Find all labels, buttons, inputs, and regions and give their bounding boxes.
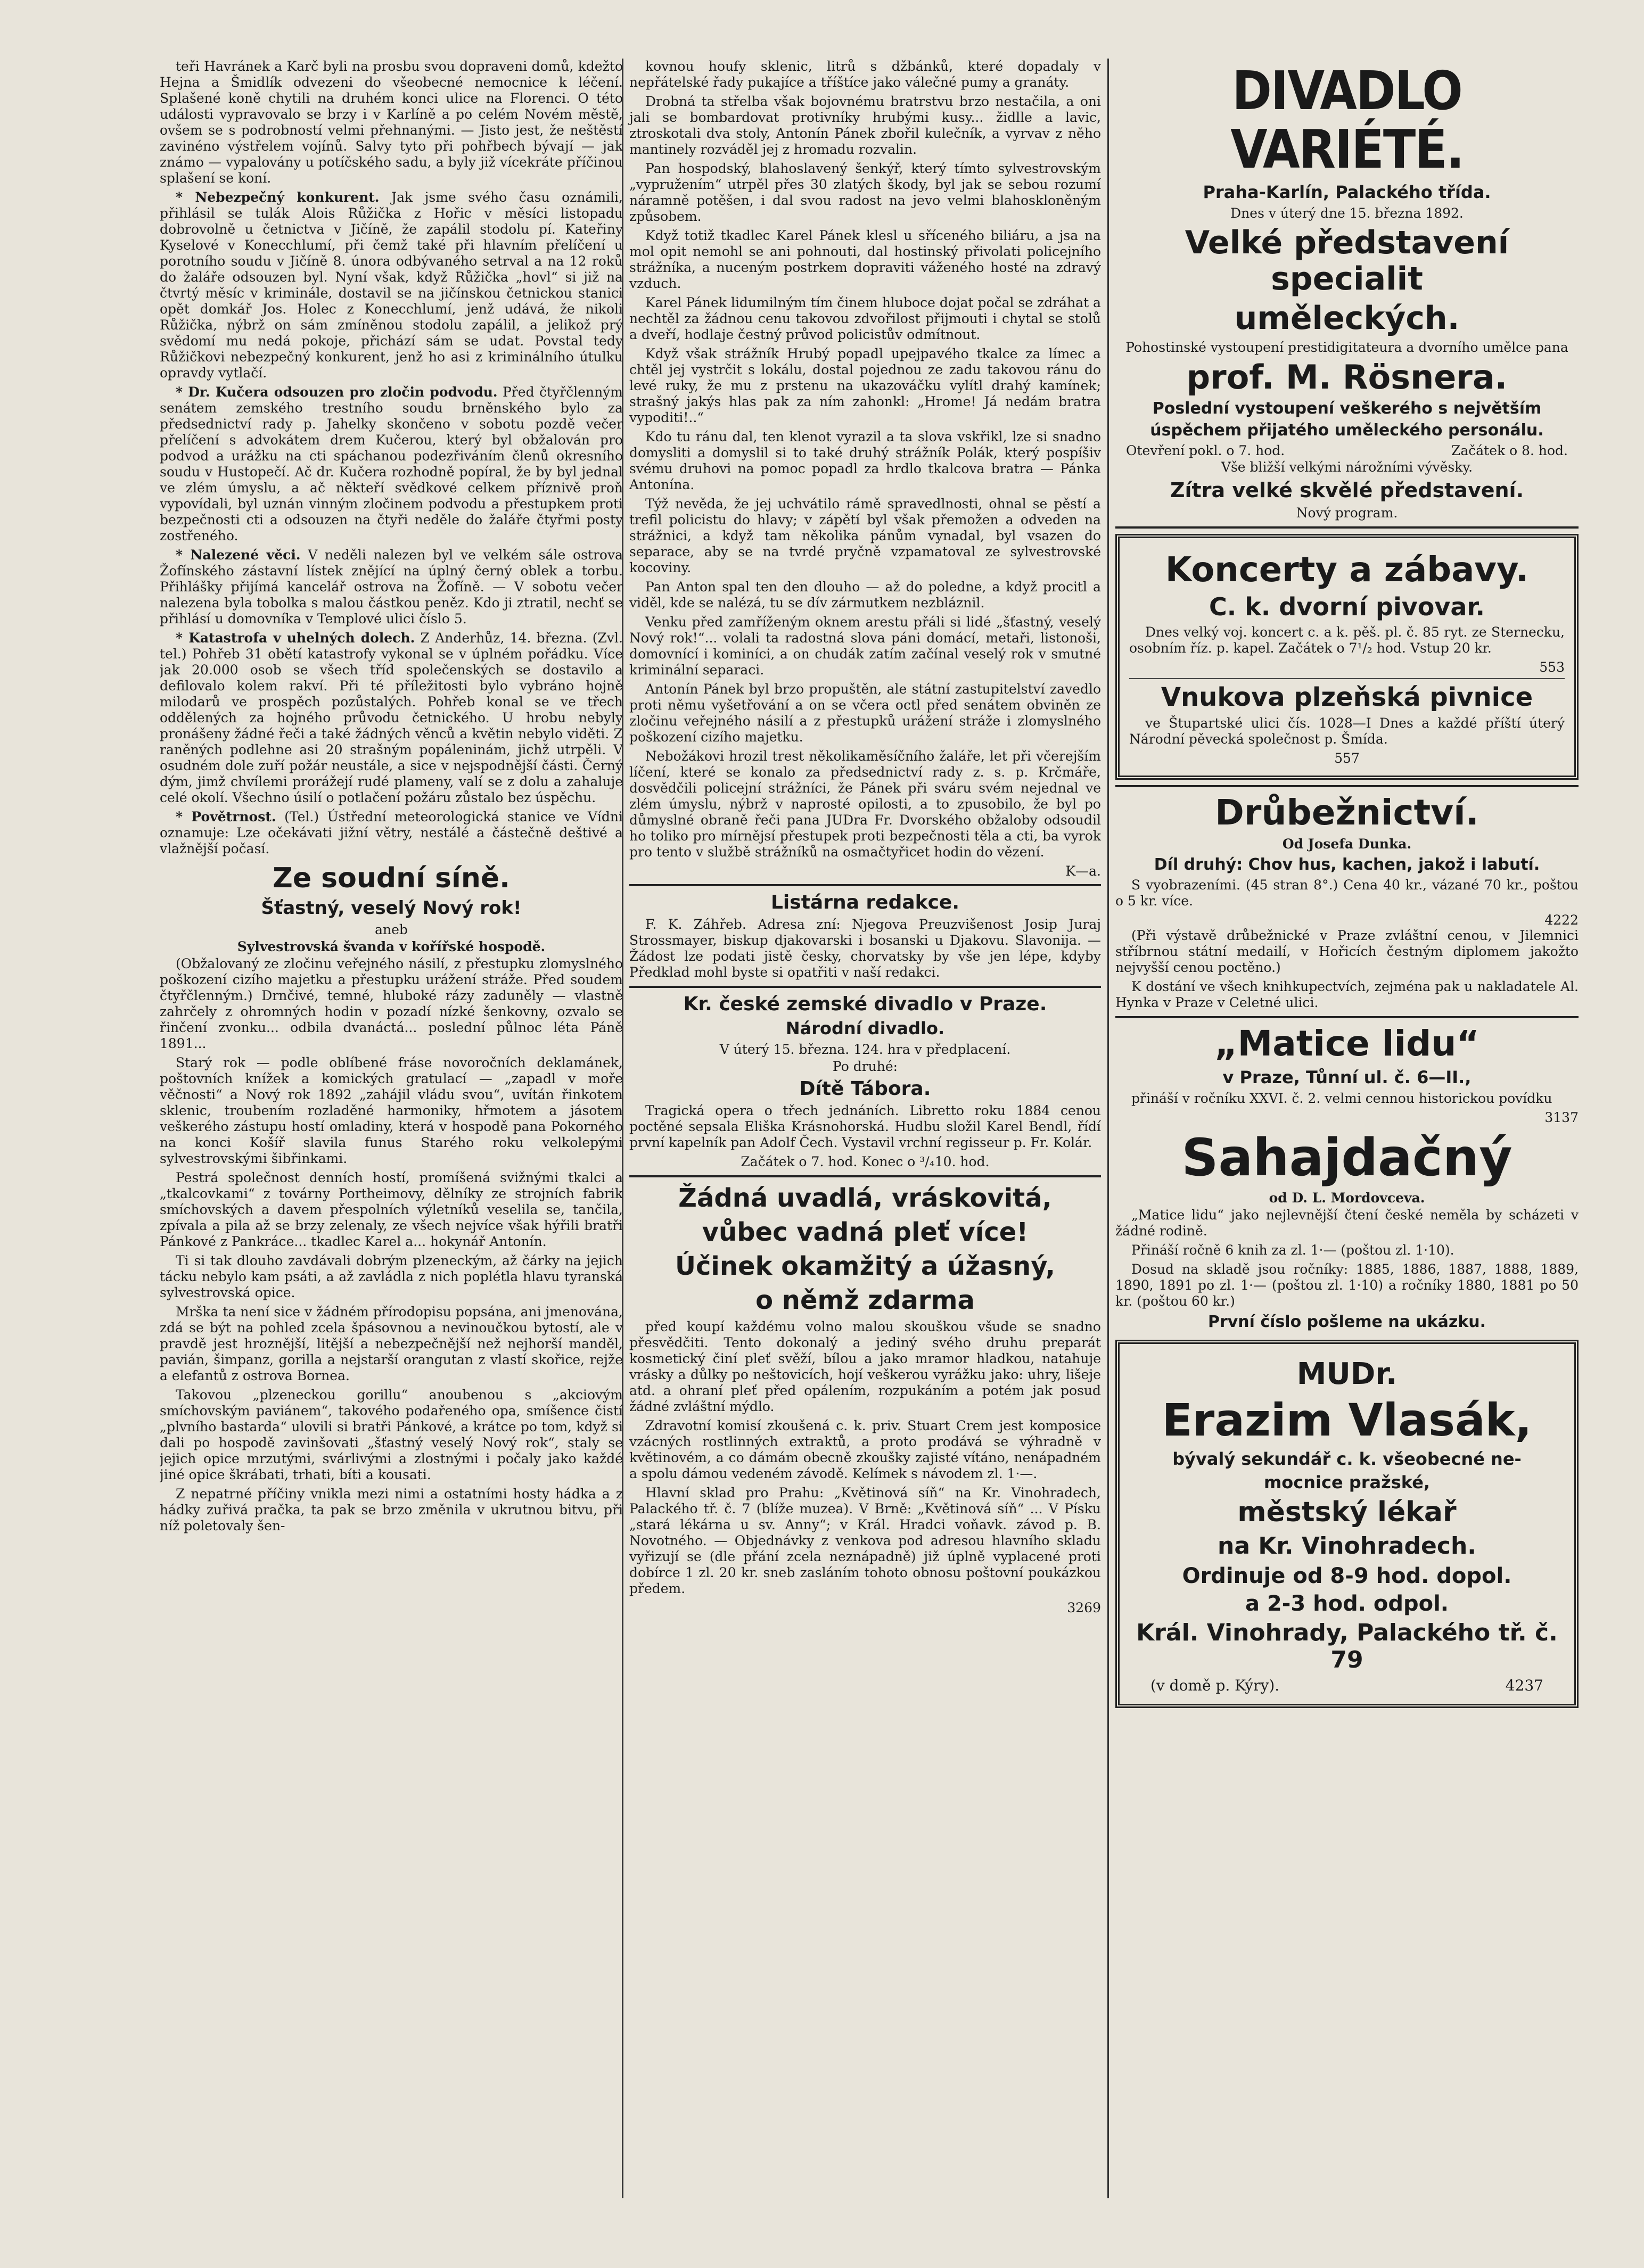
- doctor-number: 4237: [1505, 1677, 1543, 1694]
- theatre-subtitle: Národní divadlo.: [785, 1018, 945, 1038]
- variete-last-1: Poslední vystoupení veškerého s největším: [1152, 399, 1542, 418]
- doctor-place: na Kr. Vinohradech.: [1218, 1532, 1476, 1560]
- vnuk-title: Vnukova plzeňská pivnice: [1161, 682, 1533, 712]
- variete-date: Dnes v úterý dne 15. března 1892.: [1230, 205, 1464, 221]
- ad-body: Hlavní sklad pro Prahu: „Květinová síň“ na Kr. Vinohradech, Palackého tř. č. 7 (blíže muzea). V Brně: „Květinová síň“ ... V Písku „stará lékárna u sv. Anny“; v Král. Hradci voňavk. závod p. B. Novotného. — Objednávky z venkova pod adresou hlavního skladu vyřizují se (dle přání zcela neznápadně) již úplně vyplacené proti dobírce 1 zl. 20 kr. sneb zasláním tohoto obnosu poštovní poukázkou předem.: [629, 1485, 1101, 1596]
- variete-title: DIVADLO VARIÉTÉ.: [1230, 60, 1464, 180]
- article-heading: * Nalezené věci.: [176, 547, 301, 563]
- article-paragraph: Mrška ta není sice v žádném přírodopisu popsána, ani jmenována, zdá se být na pohled zcela špásovnou a nevinoučkou bytostí, ale v pravdě jest hroznější, litější a nebezpečnější než nejhorší manděl, pavián, šimpanz, gorilla a nejstarší orangutan z vlastí skořice, rejže a elefantů z ostrova Bornea.: [160, 1304, 623, 1383]
- article-paragraph: Před čtyřčlenným senátem zemského trestního soudu brněnského bylo za předsednictví rady p. Jahelky skončeno v sobotu pozdě večer přelíčení s advokátem drem Kučerou, který byl obžalován pro podvod a urážku na cti spáchanou podezřiváním členů okresního soudu v Hustopečí. Ač dr. Kučera rozhodně popíral, že by byl jednal ve zlém úmyslu, a ač někteří svědkové celkem příznivě proň vypovídali, byl uznán vinným zločinem podvodu a přestupkem proti bezpečnosti cti a odsouzen na čtyři neděle do žaláře čtyřmi posty zostřeného.: [160, 384, 623, 543]
- divider: [1115, 1016, 1579, 1018]
- article-heading: * Povětrnost.: [176, 809, 276, 824]
- listarna-title: Listárna redakce.: [770, 892, 960, 913]
- article-signature: K—a.: [1065, 863, 1101, 879]
- doctor-hours-1: Ordinuje od 8-9 hod. dopol.: [1182, 1564, 1512, 1588]
- variete-guest: Pohostinské vystoupení prestidigitateura a dvorního umělce pana: [1125, 340, 1568, 355]
- article-paragraph: Starý rok — podle oblíbené fráse novoročních deklamánek, poštovních knížek a komických gratulací — „zapadl v moře věčnosti“ a Nový rok 1892 „zahájil vládu svou“, uvítán řinkotem sklenic, troubením rozladěné harmoniky, hřmotem a jásotem veškerého zástupu hostí omladiny, která v hospodě pana Pokorného na konci Košíř slavila funus Starého roku velkolepými sylvestrovskými šibřinkami.: [160, 1055, 623, 1166]
- ad-body: před koupí každému volno malou skouškou všude se snadno přesvědčiti. Tento dokonalý a jediný svého druhu preparát kosmetický činí pleť svěží, bílou a jako mramor hladkou, natahuje vrásky a důlky po neštovicích, hojí veškerou vyrážku jako: uhry, lišeje atd. a ohraní pleť před opálením, rozpukáním a potém jak posud žádné zvláštní mýdlo.: [629, 1319, 1101, 1414]
- article-paragraph: Týž nevěda, že jej uchvátilo rámě spravedlnosti, ohnal se pěstí a trefil policistu do hlavy; v zápětí byl však přemožen a odveden na strážnici, a když tam několika pánům vynadal, byl vsazen do separace, aby se na tvrdé pryčně vzpamatoval ze sylvestrovské kocoviny.: [629, 496, 1101, 575]
- doctor-role: městský lékař: [1237, 1496, 1457, 1528]
- sahajdacny-author: od D. L. Mordovceva.: [1269, 1190, 1425, 1206]
- theatre-times: Začátek o 7. hod. Konec o ³/₄10. hod.: [741, 1154, 990, 1169]
- article-paragraph: Antonín Pánek byl brzo propuštěn, ale státní zastupitelství zavedlo proti němu vyšetřování a on se včera octl před senátem obviněn ze zločinu veřejného násilí a z přestupků urážení stráže i zlomyslného poškození cizího majetku.: [629, 681, 1101, 745]
- article-paragraph: kovnou houfy sklenic, litrů s džbánků, které dopadaly v nepřátelské řady pukajíce a tříštíce jako válečné pumy a granáty.: [629, 59, 1101, 90]
- story-aneb: aneb: [375, 922, 408, 937]
- article-paragraph: Z Anderhůz, 14. března. (Zvl. tel.) Pohřeb 31 obětí katastrofy vykonal se v úplném pořádku. Více jak 20.000 osob se všech tříd společenských se dostavilo a defilovalo kolem rakví. Při té příležitosti bylo vybráno hojně milodarů ve prospěch pozůstalých. Pohřeb konal se ve třech oddělených za hojného průvodu četnického. U hrobu nebyly pronášeny žádné řeči a také žádných věnců a květin nebylo viděti. Z raněných podlehne asi 20 strašným popáleninám, jichž utrpěli. V osudném dole zuří požár neustále, a sice v nejspodnější části. Černý dým, jimž chvílemi prorážejí rudé plameny, valí se z dolu a zahaluje celé okolí. Všechno úsilí o potlačení požáru zůstalo bez úspěchu.: [160, 630, 623, 805]
- divider: [629, 884, 1101, 886]
- doctor-former-2: mocnice pražské,: [1263, 1472, 1431, 1492]
- sahajdacny-title: Sahajdačný: [1181, 1128, 1513, 1187]
- sahajdacny-body-3: Dosud na skladě jsou ročníky: 1885, 1886, 1887, 1888, 1889, 1890, 1891 po zl. 1·— (poštou zl. 1·10) a ročníky 1880, 1881 po 50 kr. (poštou 60 kr.): [1115, 1261, 1579, 1309]
- drub-body-3: K dostání ve všech knihkupectvích, zejména pak u nakladatele Al. Hynka v Praze v Celetné ulici.: [1115, 979, 1579, 1010]
- ad-title-4: o němž zdarma: [755, 1285, 975, 1315]
- sahajdacny-body-1: „Matice lidu“ jako nejlevnější čtení české neměla by scházeti v žádné rodině.: [1115, 1207, 1579, 1239]
- article-paragraph: Takovou „plzeneckou gorillu“ anoubenou s „akciovým smíchovským paviánem“, takového podařeného opa, smíšence čistí „plvního bastarda“ ulovili si bratři Pánkové, a krátce po tom, když si dali po hospodě zavinšovati „šťastný veselý Nový rok“, staly se jejich opice mrzutými, svárlivými a zlostnými i počaly jako každé jiné opice škrábati, trhati, bíti a kousati.: [160, 1387, 623, 1482]
- ad-title-3: Účinek okamžitý a úžasný,: [675, 1251, 1056, 1281]
- doctor-house: (v domě p. Kýry).: [1150, 1677, 1280, 1694]
- article-paragraph: Karel Pánek lidumilným tím činem hluboce dojat počal se zdráhat a nechtěl za žádnou cenu takovou zdvořilost přijmouti i chytal se stolů a dveří, hodlaje čestný průvod policistův odmítnout.: [629, 295, 1101, 342]
- article-heading: * Dr. Kučera odsouzen pro zločin podvodu.: [176, 384, 498, 400]
- column-1: [160, 59, 623, 2209]
- doctor-address: Král. Vinohrady, Palackého tř. č. 79: [1136, 1619, 1558, 1673]
- doctor-ad-box: [1115, 1340, 1579, 1708]
- sahajdacny-body-2: Přináší ročně 6 knih za zl. 1·— (poštou zl. 1·10).: [1131, 1242, 1454, 1258]
- article-paragraph: Pan Anton spal ten den dlouho — až do poledne, a když procitl a viděl, kde se nalézá, tu se dív zármutkem nezbláznil.: [629, 579, 1101, 611]
- matice-number: 3137: [1544, 1110, 1579, 1125]
- matice-body: přináší v ročníku XXVI. č. 2. velmi cennou historickou povídku: [1131, 1091, 1552, 1106]
- doctor-hours-2: a 2-3 hod. odpol.: [1245, 1591, 1449, 1616]
- vnuk-body: ve Štupartské ulici čís. 1028—I Dnes a každé příští úterý Národní pěvecká společnost p. Šmída.: [1129, 715, 1565, 747]
- variete-tomorrow: Zítra velké skvělé představení.: [1170, 479, 1524, 502]
- section-title: Ze soudní síně.: [273, 862, 510, 894]
- theatre-date: V úterý 15. března. 124. hra v předplacení.: [719, 1042, 1011, 1057]
- article-paragraph: Pan hospodský, blahoslavený šenkýř, který tímto sylvestrovským „vypružením“ utrpěl přes 30 zlatých škody, byl jak se sebou rozumí náramně potěšen, i dal svou radost na jevo velmi blahoskloněným způsobem.: [629, 161, 1101, 224]
- article-paragraph: (Obžalovaný ze zločinu veřejného násilí, z přestupku zlomyslného poškození cizího majetku a přestupku urážení stráže. Před soudem čtyřčlenným.) Drnčivé, temné, hluboké rázy zaduněly — vlastně zahrčely z ohromných hodin v pozadí nízké šenkovny, ozvalo se řinčení zvonku... odbila dvanáctá... poslední půlnoc léta Páně 1891...: [160, 956, 623, 1051]
- article-paragraph: Drobná ta střelba však bojovnému bratrstvu brzo nestačila, a oni jali se bombardovat protivníky hrubými kusy... židlle a lavic, ztroskotali dva stoly, Antonín Pánek zbořil kulečník, a vyrvav z něho mantinely rozváděl jej z hromadu rozvalin.: [629, 94, 1101, 157]
- article-paragraph: Jak jsme svého času oznámili, přihlásil se tulák Alois Růžička z Hořic v měsíci listopadu dobrovolně u četnictva v Jičíně, že zapálil stodolu pí. Kateřiny Kyselové v Konecchlumí, při čemž také při hlavním přelíčení u porotního soudu v Jičíně 8. února odbývaného setrval a na 12 roků do žaláře odsouzen byl. Nyní však, když Růžička „hovl“ si již na čtvrtý měsíc v kriminále, dostavil se na jičínskou četnickou stanici opět domkář Jos. Holec z Konecchlumí, jenž udává, že nikoli Růžička, nýbrž on sám zmíněnou stodolu zapálil, a jelikož prý svědomí mu nedá pokoje, přichází sám se udat. Povstal tedy Růžičkovi nebezpečný konkurent, jenž ho asi z kriminálního útulku opravdy vytlačí.: [160, 189, 623, 381]
- matice-title: „Matice lidu“: [1214, 1023, 1479, 1064]
- theatre-play: Dítě Tábora.: [799, 1078, 931, 1100]
- article-heading: * Katastrofa v uhelných dolech.: [176, 630, 415, 646]
- variete-prof: prof. M. Rösnera.: [1186, 358, 1508, 397]
- story-title: Šťastný, veselý Nový rok!: [261, 897, 522, 919]
- ad-number: 3269: [1067, 1600, 1101, 1615]
- variete-more: Vše bližší velkými nárožními vývěsky.: [1221, 459, 1473, 475]
- drub-number: 4222: [1544, 912, 1579, 928]
- article-paragraph: V neděli nalezen byl ve velkém sále ostrova Žofínského zástavní lístek znějící na úplný černý oblek a torbu. Přihlášky přijímá kancelář ostrova na Žofíně. — V sobotu večer nalezena byla tobolka s malou částkou peněz. Kdo ji ztratil, nechť se přihlásí u domovníka v Templové ulici číslo 5.: [160, 547, 623, 626]
- drub-body: S vyobrazeními. (45 stran 8°.) Cena 40 kr., vázané 70 kr., poštou o 5 kr. více.: [1115, 877, 1579, 909]
- variete-headline-2: uměleckých.: [1234, 300, 1460, 337]
- drub-author: Od Josefa Dunka.: [1282, 836, 1412, 852]
- article-heading: * Nebezpečný konkurent.: [176, 189, 380, 205]
- divider: [629, 1175, 1101, 1177]
- vnuk-number: 557: [1334, 750, 1360, 766]
- article-paragraph: Z nepatrné příčiny vnikla mezi nimi a ostatními hosty hádka a z hádky zuřivá pračka, ta pak se brzo změnila v ukrutnou bitvu, při níž poletovaly šen-: [160, 1486, 623, 1533]
- matice-address: v Praze, Tůnní ul. č. 6—II.,: [1222, 1067, 1472, 1087]
- article-paragraph: Pestrá společnost denních hostí, promíšená svižnými tkalci a „tkalcovkami“ z továrny Portheimovy, dělníky ze strojních fabrik smíchovských a davem přespolních výletníků veselila se, tančila, zpívala a pila až se brzy zelenaly, ze všech nejvíce však hýřili bratři Pánkové z Pankráce... tkadlec Karel a... hokynář Antonín.: [160, 1170, 623, 1249]
- article-paragraph: Ti si tak dlouho zavdávali dobrým plzeneckým, až čárky na jejich tácku nebylo kam psáti, a až zavládla z nich poplétla hlavu tyranská sylvestrovská opice.: [160, 1253, 623, 1300]
- concerts-title: Koncerty a zábavy.: [1165, 550, 1529, 590]
- column-2: [623, 59, 1107, 2209]
- variete-last-2: úspěchem přijatého uměleckého personálu.: [1150, 421, 1544, 440]
- ad-title-2: vůbec vadná pleť více!: [702, 1217, 1029, 1247]
- variete-headline-1: Velké představení specialit: [1185, 224, 1509, 298]
- article-paragraph: (Tel.) Ústřední meteorologická stanice ve Vídni oznamuje: Lze očekávati jižní větry, nestálé a částečně deštivé a vlažnější počasí.: [160, 809, 623, 856]
- theatre-title: Kr. české zemské divadlo v Praze.: [683, 993, 1047, 1015]
- ad-title-1: Žádná uvadlá, vráskovitá,: [678, 1183, 1052, 1213]
- divider: [1129, 678, 1565, 679]
- drub-body-2: (Při výstavě drůbežnické v Praze zvláštní cenou, v Jilemnici stříbrnou státní medailí, v Hořicích čestným diplomem jakožto nejvyšší cenou poctěno.): [1115, 928, 1579, 975]
- article-paragraph: Nebožákovi hrozil trest několikaměsíčního žaláře, let při včerejším líčení, které se konalo za předsednictví rady z. s. p. Krčmáře, dosvědčili policejní strážníci, že Pánek při sváru svém nejednal ve zlém úmyslu, nýbrž v naprosté opilosti, a to zpusobilo, že byl po důmyslné obraně řeči pana JUDra Fr. Dvorského obžaloby odsoudil ho toliko pro mírnějsí přestupek proti bezpečnosti těla a cti, ba vyrok pro tento v službě strážníků na osmačtyřicet hodin do vězení.: [629, 748, 1101, 860]
- article-paragraph: teři Havránek a Karč byli na prosbu svou dopraveni domů, kdežto Hejna a Šmidlík odvezeni do všeobecné nemocnice k léčení. Splašené koně chytili na druhém konci ulice na Florenci. O této události vypravovalo se brzy i v Karlíně a po celém Novém městě, ovšem se s podrobností velmi přehnanými. — Jisto jest, že neštěstí zavinéno výstřelem vojínů. Salvy tyto při pohřbech bývají — jak známo — vypalovány u potíčského sadu, a byly již vícekráte příčinou splašení se koní.: [160, 59, 623, 186]
- sahajdacny-free: První číslo pošleme na ukázku.: [1207, 1313, 1486, 1331]
- concerts-body: Dnes velký voj. koncert c. a k. pěš. pl. č. 85 ryt. ze Sternecku, osobním říz. p. kapel. Začátek o 7¹/₂ hod. Vstup 20 kr.: [1129, 624, 1565, 656]
- doctor-former-1: bývalý sekundář c. k. všeobecné ne-: [1172, 1449, 1522, 1469]
- variete-open: Otevření pokl. o 7. hod.: [1126, 443, 1285, 458]
- concerts-number: 553: [1539, 659, 1565, 675]
- drub-title: Drůbežnictví.: [1215, 792, 1479, 833]
- doctor-name: Erazim Vlasák,: [1162, 1394, 1532, 1446]
- story-subtitle: Sylvestrovská švanda v kořířské hospodě.: [237, 939, 546, 954]
- article-paragraph: Venku před zamříženým oknem arestu přáli si lidé „šťastný, veselý Nový rok!“... volali ta radostná slova páni domácí, metaři, listonoši, domovnící i kominíci, a on chudák zatím začínal veselý rok v smutné kriminální separaci.: [629, 614, 1101, 678]
- variete-start: Začátek o 8. hod.: [1451, 443, 1568, 458]
- article-paragraph: Když však strážník Hrubý popadl upejpavého tkalce za límec a chtěl jej vystrčit s lokálu, dostal pojednou ze zadu takovou ránu do levé ruky, že mu z prstenu na ukazováčku vylítl drahý kamínek; strašný jakýs hlas pak za ním zahonkl: „Hrome! Já nedám bratra vypoditi!..“: [629, 346, 1101, 425]
- article-paragraph: Když totiž tkadlec Karel Pánek klesl u sříceného biliáru, a jsa na mol opit nemohl se ani pohnouti, dal hostinský přivolati policejního strážníka, a nuceným postrkem dopraviti váženého hosté na zdravý vzduch.: [629, 228, 1101, 291]
- variete-address: Praha-Karlín, Palackého třída.: [1203, 182, 1491, 202]
- variete-new: Nový program.: [1296, 505, 1398, 521]
- theatre-body: Tragická opera o třech jednáních. Libretto roku 1884 cenou poctěné sepsala Eliška Krásnohorská. Hudbu složil Karel Bendl, řídí první kapelník pan Adolf Čech. Vystavil vrchní regisseur p. Fr. Kolár.: [629, 1103, 1101, 1150]
- theatre-pre: Po druhé:: [832, 1059, 898, 1074]
- listarna-body: F. K. Záhřeb. Adresa zní: Njegova Preuzvišenost Josip Juraj Strossmayer, biskup djakovarski i bosanski u Djakovu. Slavonija. — Žádost lze podati jistě česky, chorvatsky by vše jen lépe, kdyby Předklad mohl byste si opatřiti v naší redakci.: [629, 917, 1101, 980]
- column-3: [1110, 59, 1584, 2209]
- divider: [1115, 526, 1579, 529]
- ad-body: Zdravotní komisí zkoušená c. k. priv. Stuart Crem jest komposice vzácných rostlinných extraktů, a proto prodává se výhradně v květinovém, a co dámám obecně zkoušky zajisté vítáno, nenápadném a spolu dámou vedeném závodě. Kelímek s návodem zl. 1·—.: [629, 1418, 1101, 1481]
- column-rule-2: [1107, 59, 1109, 2198]
- concerts-box: [1115, 534, 1579, 780]
- drub-subtitle: Díl druhý: Chov hus, kachen, jakož i labutí.: [1154, 855, 1540, 874]
- divider: [629, 986, 1101, 988]
- article-paragraph: Kdo tu ránu dal, ten klenot vyrazil a ta slova vskřikl, lze si snadno domysliti a domyslil si to také druhý strážník Polák, který pospíšiv svému druhovi na pomoc popadl za hrdlo tkalcova bratra — Pánka Antonína.: [629, 429, 1101, 492]
- doctor-title: MUDr.: [1296, 1357, 1398, 1391]
- concerts-heading: C. k. dvorní pivovar.: [1209, 592, 1485, 621]
- divider: [1115, 785, 1579, 787]
